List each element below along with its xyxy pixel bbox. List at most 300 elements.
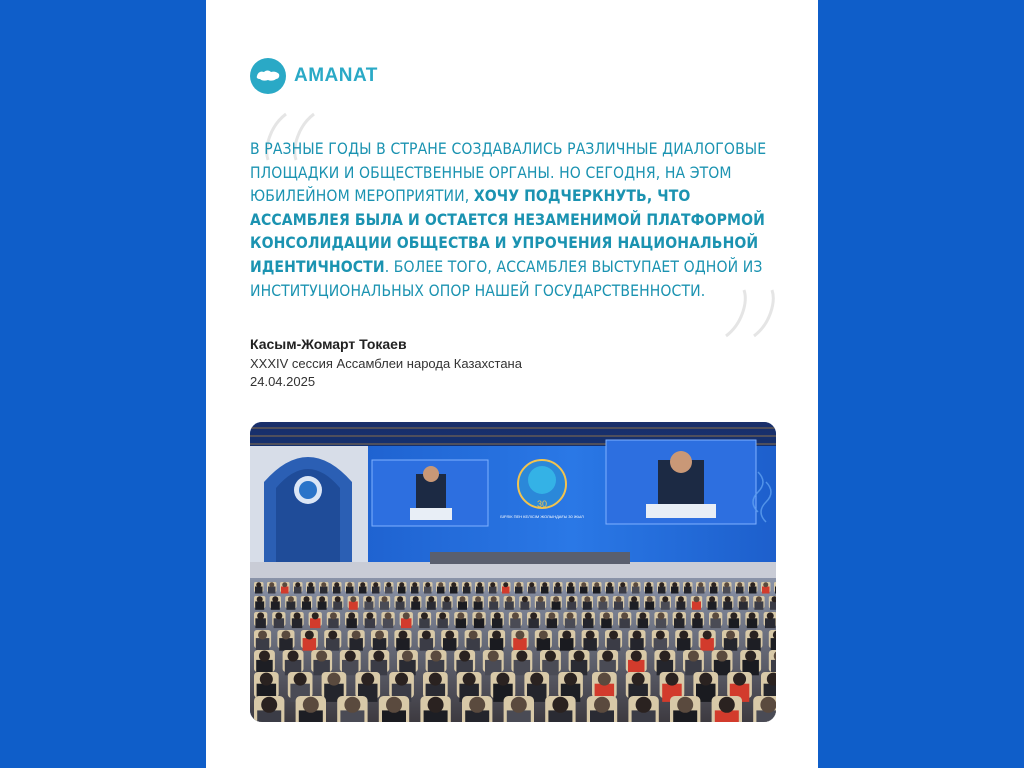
audience-person: [630, 601, 639, 609]
audience-person: [583, 618, 594, 628]
audience-head: [421, 612, 428, 619]
audience-head: [398, 630, 407, 639]
audience-head: [445, 630, 454, 639]
audience-person: [372, 587, 380, 594]
audience-head: [475, 596, 481, 602]
audience-head: [347, 582, 352, 587]
audience-person: [661, 601, 670, 609]
audience-head: [477, 582, 482, 587]
audience-head: [548, 612, 555, 619]
audience-head: [662, 596, 668, 602]
audience-head: [633, 582, 638, 587]
audience-head: [319, 596, 325, 602]
audience-head: [503, 582, 508, 587]
audience-head: [631, 596, 637, 602]
audience-person: [580, 587, 588, 594]
author-name: Касым-Жомарт Токаев: [250, 336, 407, 352]
audience-person: [476, 587, 484, 594]
audience-person: [320, 587, 328, 594]
audience-head: [438, 582, 443, 587]
audience-head: [515, 630, 524, 639]
audience-head: [334, 582, 339, 587]
audience-person: [411, 601, 420, 609]
audience-person: [359, 587, 367, 594]
quote-part-1: В РАЗНЫЕ ГОДЫ В СТРАНЕ СОЗДАВАЛИСЬ РАЗЛИЧНЫЕ ДИАЛОГОВЫЕ ПЛОЩАДКИ И ОБЩЕСТВЕННЫЕ ОРГАНЫ. НО СЕГОДНЯ, НА ЭТОМ ЮБИЛЕЙНОМ МЕРОПРИЯТИИ,: [250, 140, 767, 206]
audience-head: [529, 582, 534, 587]
audience-person: [583, 601, 592, 609]
audience-person: [638, 618, 649, 628]
audience-person: [658, 587, 666, 594]
audience-head: [422, 630, 431, 639]
audience-head: [344, 697, 360, 713]
audience-head: [584, 596, 590, 602]
audience-person: [396, 638, 410, 651]
audience-person: [723, 601, 732, 609]
audience-head: [361, 673, 374, 686]
audience-head: [327, 673, 340, 686]
audience-head: [272, 596, 278, 602]
audience-head: [469, 697, 485, 713]
audience-head: [469, 630, 478, 639]
audience-person: [692, 601, 701, 609]
audience-person: [463, 587, 471, 594]
audience-head: [386, 697, 402, 713]
audience-head: [451, 582, 456, 587]
audience-person: [349, 601, 358, 609]
audience-head: [685, 582, 690, 587]
audience-person: [677, 638, 691, 651]
audience-head: [399, 582, 404, 587]
audience-person: [294, 587, 302, 594]
audience-person: [541, 587, 549, 594]
audience-head: [496, 673, 509, 686]
audience-head: [620, 582, 625, 587]
audience-person: [303, 638, 317, 651]
audience-head: [366, 612, 373, 619]
audience-head: [555, 582, 560, 587]
audience-head: [385, 612, 392, 619]
audience-head: [760, 697, 776, 713]
audience-head: [542, 582, 547, 587]
audience-head: [444, 596, 450, 602]
audience-person: [364, 601, 373, 609]
audience-head: [494, 612, 501, 619]
audience-person: [619, 618, 630, 628]
audience-person: [474, 618, 485, 628]
audience-head: [295, 582, 300, 587]
audience-head: [439, 612, 446, 619]
audience-head: [730, 612, 737, 619]
audience-head: [621, 612, 628, 619]
audience-head: [457, 612, 464, 619]
audience-person: [255, 618, 266, 628]
audience-person: [466, 638, 480, 651]
audience-person: [747, 618, 758, 628]
audience-head: [676, 612, 683, 619]
audience-person: [565, 618, 576, 628]
audience-head: [545, 651, 556, 662]
audience-person: [310, 618, 321, 628]
screen-caption: БІРЛІК ПЕН КЕЛІСІМ ЖОЛЫНДАҒЫ 30 ЖЫЛ: [500, 514, 584, 519]
screen-anniversary-label: 30: [536, 499, 548, 509]
audience-head: [569, 596, 575, 602]
audience-person: [747, 638, 761, 651]
audience-person: [502, 587, 510, 594]
audience-person: [474, 601, 483, 609]
audience-head: [646, 582, 651, 587]
quote-part-2-bold: ХОЧУ ПОДЧЕРКНУТЬ, ЧТО АССАМБЛЕЯ БЫЛА И ОСТАЕТСЯ НЕЗАМЕНИМОЙ ПЛАТФОРМОЙ КОНСОЛИДАЦИИ ОБЩЕСТВА И УПРОЧЕНИЯ НАЦИОНАЛЬНОЙ ИДЕНТИЧНОСТИ: [250, 187, 765, 276]
audience-head: [530, 673, 543, 686]
audience-head: [256, 582, 261, 587]
audience-person: [380, 601, 389, 609]
audience-head: [258, 630, 267, 639]
audience-head: [749, 612, 756, 619]
audience-person: [536, 601, 545, 609]
audience-person: [513, 638, 527, 651]
audience-head: [677, 697, 693, 713]
audience-head: [506, 596, 512, 602]
amanat-logo: [250, 58, 378, 94]
audience-head: [360, 582, 365, 587]
audience-head: [348, 612, 355, 619]
audience-person: [708, 601, 717, 609]
kazakhstan-map-icon: [250, 58, 286, 94]
audience-person: [671, 587, 679, 594]
audience-head: [459, 651, 470, 662]
audience-person: [560, 638, 574, 651]
audience-head: [709, 596, 715, 602]
audience-head: [603, 612, 610, 619]
audience-head: [260, 673, 273, 686]
audience-person: [326, 638, 340, 651]
audience-person: [318, 601, 327, 609]
audience-person: [528, 618, 539, 628]
audience-head: [659, 582, 664, 587]
audience-head: [303, 697, 319, 713]
audience-head: [402, 651, 413, 662]
audience-person: [346, 587, 354, 594]
audience-person: [443, 638, 457, 651]
audience-person: [520, 601, 529, 609]
audience-head: [425, 582, 430, 587]
audience-head: [745, 651, 756, 662]
audience-person: [411, 587, 419, 594]
audience-person: [537, 638, 551, 651]
audience-head: [413, 596, 419, 602]
audience-head: [257, 612, 264, 619]
audience-head: [767, 612, 774, 619]
audience-person: [676, 601, 685, 609]
audience-person: [697, 587, 705, 594]
audience-person: [614, 601, 623, 609]
audience-head: [431, 651, 442, 662]
audience-head: [616, 596, 622, 602]
audience-head: [275, 612, 282, 619]
audience-head: [724, 582, 729, 587]
audience-head: [631, 651, 642, 662]
audience-head: [538, 596, 544, 602]
audience-head: [594, 697, 610, 713]
audience-person: [302, 601, 311, 609]
audience-head: [397, 596, 403, 602]
audience-head: [428, 697, 444, 713]
audience-head: [678, 596, 684, 602]
audience-person: [458, 601, 467, 609]
audience-head: [261, 697, 277, 713]
audience-head: [703, 630, 712, 639]
audience-person: [775, 587, 776, 594]
audience-person: [736, 587, 744, 594]
audience-head: [712, 612, 719, 619]
audience-head: [269, 582, 274, 587]
audience-head: [607, 582, 612, 587]
audience-head: [750, 582, 755, 587]
audience-person: [762, 587, 770, 594]
audience-head: [598, 673, 611, 686]
audience-head: [460, 596, 466, 602]
audience-head: [717, 651, 728, 662]
audience-person: [333, 587, 341, 594]
audience-person: [328, 618, 339, 628]
audience-head: [658, 612, 665, 619]
audience-head: [639, 612, 646, 619]
audience-head: [665, 673, 678, 686]
audience-head: [609, 630, 618, 639]
audience-head: [600, 596, 606, 602]
audience-person: [656, 618, 667, 628]
audience-head: [282, 582, 287, 587]
audience-person: [271, 601, 280, 609]
audience-person: [398, 587, 406, 594]
audience-head: [305, 630, 314, 639]
audience-person: [442, 601, 451, 609]
audience-person: [552, 601, 561, 609]
audience-head: [352, 630, 361, 639]
audience-head: [756, 596, 762, 602]
audience-person: [256, 638, 269, 651]
audience-person: [365, 618, 376, 628]
audience-person: [654, 638, 668, 651]
audience-head: [516, 582, 521, 587]
audience-head: [594, 582, 599, 587]
audience-person: [567, 587, 575, 594]
audience-person: [749, 587, 757, 594]
audience-head: [553, 596, 559, 602]
audience-head: [288, 651, 299, 662]
audience-head: [737, 582, 742, 587]
audience-head: [490, 582, 495, 587]
audience-person: [765, 618, 776, 628]
audience-person: [630, 638, 644, 651]
audience-person: [385, 587, 393, 594]
audience-head: [763, 582, 768, 587]
audience-person: [598, 601, 607, 609]
audience-head: [492, 630, 501, 639]
audience-head: [366, 596, 372, 602]
audience-head: [491, 596, 497, 602]
audience-person: [437, 587, 445, 594]
audience-head: [581, 582, 586, 587]
audience-person: [255, 587, 263, 594]
audience-head: [294, 612, 301, 619]
audience-person: [739, 601, 748, 609]
audience-person: [427, 601, 436, 609]
audience-head: [568, 582, 573, 587]
audience-head: [308, 582, 313, 587]
audience-person: [505, 601, 514, 609]
audience-person: [619, 587, 627, 594]
audience-head: [699, 673, 712, 686]
audience-head: [564, 673, 577, 686]
audience-head: [294, 673, 307, 686]
audience-person: [281, 587, 289, 594]
quote-part-3: . БОЛЕЕ ТОГО, АССАМБЛЕЯ ВЫСТУПАЕТ ОДНОЙ ИЗ ИНСТИТУЦИОНАЛЬНЫХ ОПОР НАШЕЙ ГОСУДАРСТВЕННОСТИ.: [250, 257, 763, 300]
audience-head: [429, 673, 442, 686]
audience-person: [607, 638, 621, 651]
audience-head: [373, 582, 378, 587]
audience-head: [725, 596, 731, 602]
audience-person: [383, 618, 394, 628]
audience-head: [530, 612, 537, 619]
audience-head: [749, 630, 758, 639]
audience-person: [515, 587, 523, 594]
audience-head: [688, 651, 699, 662]
audience-person: [401, 618, 412, 628]
audience-person: [528, 587, 536, 594]
audience-person: [724, 638, 738, 651]
audience-head: [516, 651, 527, 662]
audience-head: [386, 582, 391, 587]
audience-head: [259, 651, 270, 662]
audience-head: [632, 630, 641, 639]
audience-head: [632, 673, 645, 686]
audience-person: [684, 587, 692, 594]
audience-person: [492, 618, 503, 628]
audience-person: [554, 587, 562, 594]
audience-head: [694, 596, 700, 602]
audience-head: [428, 596, 434, 602]
audience-head: [257, 596, 263, 602]
audience-person: [424, 587, 432, 594]
audience-person: [346, 618, 357, 628]
audience-person: [419, 618, 430, 628]
event-date: 24.04.2025: [250, 374, 316, 389]
audience-person: [567, 601, 576, 609]
audience-head: [719, 697, 735, 713]
audience-person: [583, 638, 597, 651]
audience-head: [539, 630, 548, 639]
audience-person: [437, 618, 448, 628]
event-name: XXXIV сессия Ассамблеи народа Казахстана: [250, 356, 522, 371]
audience-person: [606, 587, 614, 594]
audience-head: [574, 651, 585, 662]
audience-person: [692, 618, 703, 628]
audience-head: [316, 651, 327, 662]
audience-head: [403, 612, 410, 619]
audience-person: [771, 638, 776, 651]
audience-head: [679, 630, 688, 639]
audience-head: [586, 630, 595, 639]
audience-person: [333, 601, 342, 609]
audience-head: [585, 612, 592, 619]
audience-person: [754, 601, 763, 609]
audience-person: [510, 618, 521, 628]
audience-person: [456, 618, 467, 628]
audience-person: [286, 601, 295, 609]
audience-head: [373, 651, 384, 662]
audience-head: [335, 596, 341, 602]
audience-person: [601, 618, 612, 628]
audience-head: [647, 596, 653, 602]
audience-person: [292, 618, 303, 628]
audience-person: [710, 587, 718, 594]
audience-person: [723, 587, 731, 594]
audience-person: [700, 638, 714, 651]
audience-head: [345, 651, 356, 662]
audience-person: [274, 618, 285, 628]
audience-person: [547, 618, 558, 628]
audience-person: [490, 638, 504, 651]
audience-head: [476, 612, 483, 619]
audience-person: [396, 601, 405, 609]
audience-head: [552, 697, 568, 713]
audience-person: [489, 601, 498, 609]
audience-person: [255, 601, 264, 609]
audience-head: [511, 697, 527, 713]
audience-head: [312, 612, 319, 619]
audience-head: [350, 596, 356, 602]
audience-head: [711, 582, 716, 587]
audience-head: [726, 630, 735, 639]
assembly-hall-photo: [250, 422, 776, 722]
audience-head: [656, 630, 665, 639]
audience-head: [512, 612, 519, 619]
audience-head: [412, 582, 417, 587]
audience-person: [450, 587, 458, 594]
audience-person: [593, 587, 601, 594]
audience-head: [382, 596, 388, 602]
audience-head: [740, 596, 746, 602]
audience-person: [489, 587, 497, 594]
audience-person: [770, 601, 776, 609]
audience-head: [562, 630, 571, 639]
audience-person: [307, 587, 315, 594]
post-card: [206, 0, 818, 768]
audience-head: [321, 582, 326, 587]
brand-name: AMANAT: [294, 65, 378, 86]
audience-person: [373, 638, 387, 651]
close-quote-icon: [716, 288, 786, 338]
audience-person: [349, 638, 363, 651]
audience-head: [488, 651, 499, 662]
audience-head: [375, 630, 384, 639]
audience-head: [602, 651, 613, 662]
audience-person: [729, 618, 740, 628]
audience-person: [279, 638, 293, 651]
audience-head: [659, 651, 670, 662]
audience-person: [632, 587, 640, 594]
audience-person: [645, 601, 654, 609]
audience-head: [567, 612, 574, 619]
audience-head: [636, 697, 652, 713]
audience-head: [281, 630, 290, 639]
audience-person: [645, 587, 653, 594]
audience-head: [698, 582, 703, 587]
audience-head: [304, 596, 310, 602]
audience-person: [674, 618, 685, 628]
audience-head: [328, 630, 337, 639]
audience-head: [672, 582, 677, 587]
